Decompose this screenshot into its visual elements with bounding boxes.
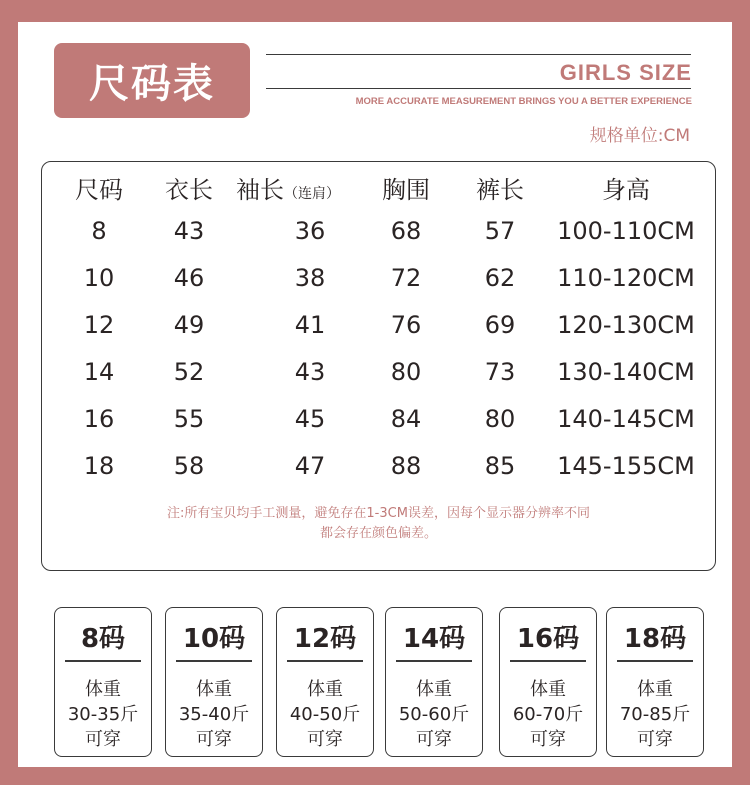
size-card-suffix: 可穿 [530,729,566,750]
table-cell: 68 [390,217,422,245]
column-header-height: 身高 [602,176,650,204]
size-card-label: 体重 [530,679,566,700]
size-card-weight: 50-60斤 [398,704,470,725]
divider-top [266,54,691,55]
divider-bottom [266,88,691,89]
table-cell: 43 [294,358,326,386]
table-cell: 58 [173,452,205,480]
column-header-sleeve [236,170,340,205]
size-card-weight: 35-40斤 [178,704,250,725]
brand-heading: GIRLS SIZE [559,60,692,85]
table-cell: 76 [390,311,422,339]
size-card-weight: 70-85斤 [619,704,691,725]
note-line-1: 注:所有宝贝均手工测量，避免存在1-3CM误差，因每个显示器分辨率不同 [167,506,590,521]
table-cell: 73 [484,358,516,386]
table-cell: 49 [173,311,205,339]
sleeve-label: 袖长 [236,176,284,204]
table-cell: 120-130CM [557,311,695,339]
table-cell: 110-120CM [557,264,695,292]
size-table [41,161,716,571]
table-cell: 12 [83,311,115,339]
table-cell: 80 [390,358,422,386]
size-card [499,607,597,757]
column-header-length: 衣长 [165,176,213,204]
size-card-size: 18码 [623,624,687,654]
table-cell: 47 [294,452,326,480]
table-cell: 16 [83,405,115,433]
table-cell: 80 [484,405,516,433]
table-cell: 46 [173,264,205,292]
table-cell: 14 [83,358,115,386]
table-cell: 69 [484,311,516,339]
table-cell: 145-155CM [557,452,695,480]
size-card-size: 10码 [182,624,246,654]
table-cell: 8 [91,217,107,245]
size-chart-card [18,22,732,767]
column-header-size: 尺码 [75,176,123,204]
size-card-divider [510,660,586,662]
size-card-divider [65,660,141,662]
page-title: 尺码表 [54,43,250,118]
table-cell: 55 [173,405,205,433]
table-cell: 62 [484,264,516,292]
table-cell: 57 [484,217,516,245]
table-cell: 88 [390,452,422,480]
size-card-label: 体重 [85,679,121,700]
size-card [606,607,704,757]
sleeve-note: （连肩） [284,186,340,202]
size-card-size: 12码 [293,624,357,654]
size-card-label: 体重 [416,679,452,700]
subtitle: MORE ACCURATE MEASUREMENT BRINGS YOU A BETTER EXPERIENCE [355,96,692,107]
size-card-divider [396,660,472,662]
size-card [54,607,152,757]
table-cell: 100-110CM [557,217,695,245]
table-cell: 140-145CM [557,405,695,433]
size-card-label: 体重 [637,679,673,700]
table-cell: 52 [173,358,205,386]
size-card-weight: 40-50斤 [289,704,361,725]
size-card-size: 16码 [516,624,580,654]
size-card-size: 14码 [402,624,466,654]
size-card-suffix: 可穿 [196,729,232,750]
table-cell: 130-140CM [557,358,695,386]
table-cell: 18 [83,452,115,480]
size-card [276,607,374,757]
table-cell: 36 [294,217,326,245]
column-header-chest: 胸围 [382,176,430,204]
size-card-suffix: 可穿 [637,729,673,750]
size-card-divider [287,660,363,662]
size-card [165,607,263,757]
table-cell: 84 [390,405,422,433]
size-card-suffix: 可穿 [416,729,452,750]
table-cell: 85 [484,452,516,480]
size-card-weight: 30-35斤 [67,704,139,725]
size-card-label: 体重 [307,679,343,700]
size-card [385,607,483,757]
size-card-label: 体重 [196,679,232,700]
size-card-suffix: 可穿 [85,729,121,750]
column-header-pants: 裤长 [476,176,524,204]
size-card-size: 8码 [80,624,126,654]
table-cell: 38 [294,264,326,292]
note-line-2: 都会存在颜色偏差。 [319,526,437,541]
table-cell: 43 [173,217,205,245]
size-card-divider [617,660,693,662]
size-card-weight: 60-70斤 [512,704,584,725]
table-cell: 41 [294,311,326,339]
size-card-suffix: 可穿 [307,729,343,750]
table-cell: 10 [83,264,115,292]
table-cell: 72 [390,264,422,292]
size-card-divider [176,660,252,662]
table-cell: 45 [294,405,326,433]
unit-label: 规格单位:CM [589,126,690,146]
